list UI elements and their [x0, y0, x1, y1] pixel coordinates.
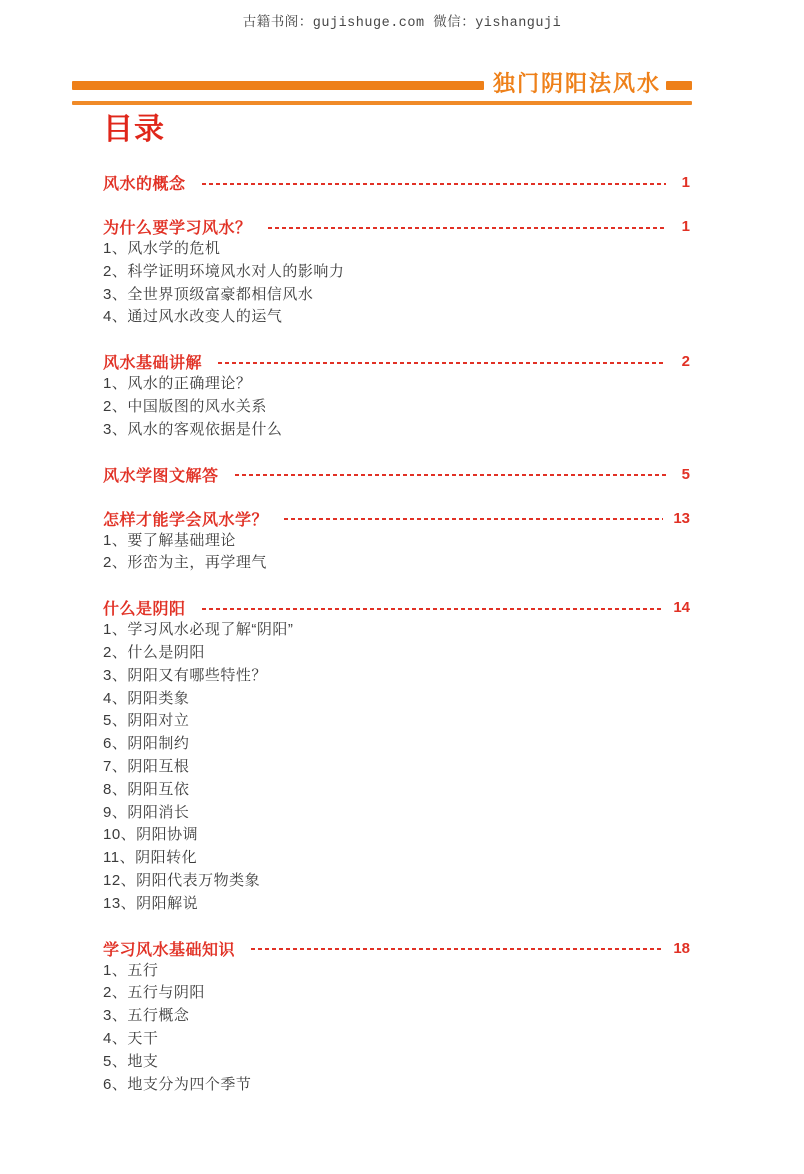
toc-section	[103, 463, 690, 486]
toc-page-number: 14	[673, 599, 690, 617]
toc-section-title: 学习风水基础知识	[103, 941, 236, 959]
banner-title: 独门阴阳法风水	[492, 71, 661, 96]
toc-item: 6、阴阳制约	[103, 735, 190, 753]
toc-section-heading	[103, 463, 690, 486]
dotted-leader	[202, 608, 664, 610]
toc-section	[103, 507, 690, 576]
toc-section	[103, 937, 690, 1097]
toc-item: 7、阴阳互根	[103, 757, 190, 775]
header-banner	[72, 71, 692, 105]
toc-item: 5、地支	[103, 1052, 159, 1070]
toc-section	[103, 215, 690, 329]
toc-item: 2、科学证明环境风水对人的影响力	[103, 262, 345, 280]
toc-page-number: 18	[673, 939, 690, 957]
toc-section-title: 怎样才能学会风水学？	[103, 511, 269, 529]
banner-underline	[72, 101, 692, 105]
dotted-leader	[202, 183, 666, 185]
toc-item: 3、阴阳又有哪些特性？	[103, 666, 267, 684]
toc-item: 2、五行与阴阳	[103, 984, 205, 1002]
banner-rule-right	[666, 81, 692, 90]
toc-item: 12、阴阳代表万物类象	[103, 871, 261, 889]
toc-item: 2、什么是阴阳	[103, 643, 205, 661]
dotted-leader	[268, 227, 666, 229]
toc-section-title: 风水的概念	[103, 176, 186, 193]
toc-item: 1、学习风水必现了解“阴阳”	[103, 621, 294, 639]
dotted-leader	[218, 362, 666, 364]
toc-title: 目录	[103, 113, 165, 146]
toc-section-heading	[103, 507, 690, 530]
dotted-leader	[235, 474, 666, 476]
toc-page-number: 1	[681, 218, 690, 235]
toc-section-heading	[103, 350, 690, 373]
toc-item: 1、风水的正确理论？	[103, 375, 252, 393]
toc-item: 13、阴阳解说	[103, 894, 199, 912]
toc-item: 1、要了解基础理论	[103, 531, 236, 549]
toc-section	[103, 596, 690, 915]
banner-rule-left	[72, 81, 484, 90]
toc-page-content	[103, 110, 690, 1117]
toc-item: 11、阴阳转化	[103, 849, 198, 867]
toc-item: 5、阴阳对立	[103, 712, 190, 730]
toc-page-number: 5	[681, 465, 690, 483]
site-watermark-text: 古籍书阁：gujishuge.com 微信：yishanguji	[242, 16, 562, 31]
toc-page-number: 1	[681, 174, 690, 191]
toc-page-number: 2	[681, 353, 690, 371]
toc-item: 4、通过风水改变人的运气	[103, 308, 283, 326]
toc-section-title: 什么是阴阳	[103, 601, 186, 619]
toc-page-number: 13	[673, 509, 690, 527]
toc-section	[103, 171, 690, 194]
toc-item: 4、阴阳类象	[103, 689, 190, 707]
toc-item: 2、中国版图的风水关系	[103, 397, 267, 415]
toc-section-heading	[103, 171, 690, 194]
toc-item: 4、天干	[103, 1029, 159, 1047]
toc-item: 9、阴阳消长	[103, 803, 190, 821]
toc-section	[103, 350, 690, 441]
dotted-leader	[251, 948, 663, 950]
toc-item: 2、形峦为主，再学理气	[103, 554, 267, 572]
toc-item: 1、五行	[103, 961, 159, 979]
toc-section-title: 风水基础讲解	[103, 355, 203, 373]
toc-item: 3、风水的客观依据是什么	[103, 420, 283, 438]
toc-section-heading	[103, 596, 690, 619]
toc-section-title: 风水学图文解答	[103, 467, 219, 485]
toc-item: 10、阴阳协调	[103, 826, 199, 844]
toc-item: 3、五行概念	[103, 1007, 190, 1025]
toc-item: 1、风水学的危机	[103, 240, 221, 257]
toc-section-heading	[103, 937, 690, 960]
toc-item: 6、地支分为四个季节	[103, 1075, 252, 1093]
toc-item: 3、全世界顶级富豪都相信风水	[103, 285, 314, 303]
toc-section-heading	[103, 215, 690, 238]
toc-section-title: 为什么要学习风水？	[103, 220, 252, 237]
dotted-leader	[284, 518, 663, 520]
toc-item: 8、阴阳互依	[103, 780, 190, 798]
